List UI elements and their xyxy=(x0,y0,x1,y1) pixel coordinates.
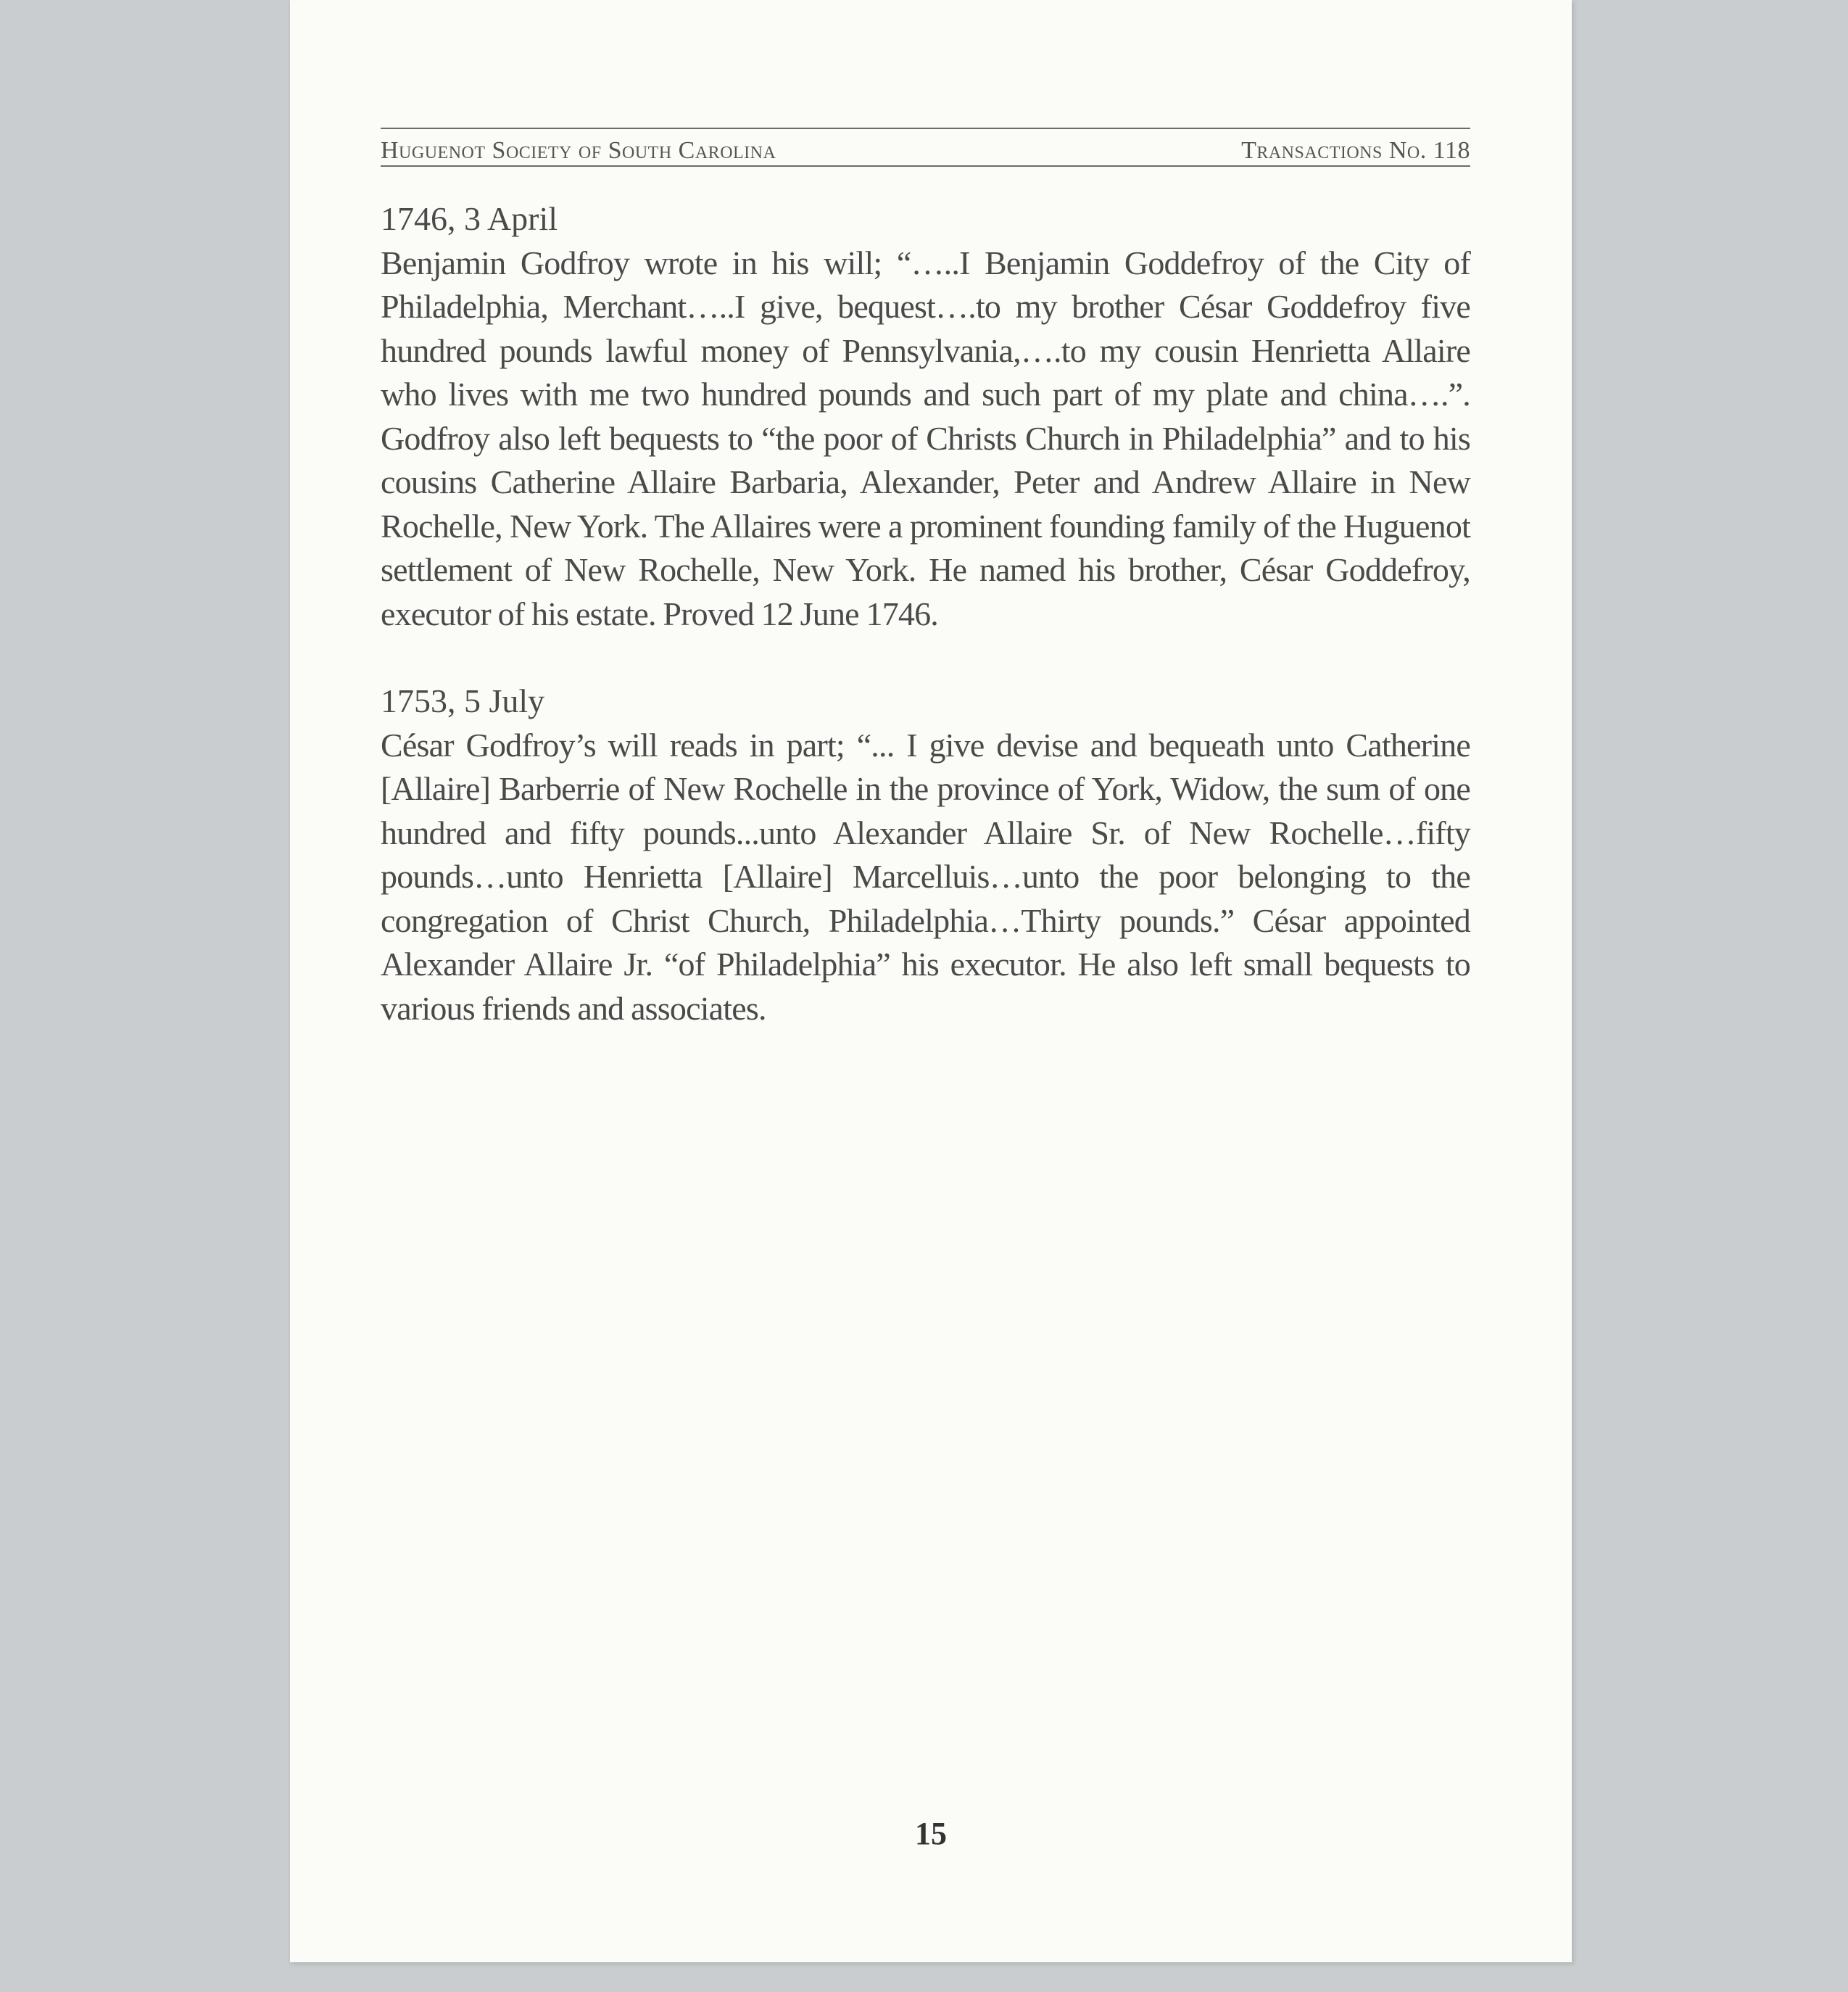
page-number: 15 xyxy=(915,1816,947,1851)
entry-date: 1746, 3 April xyxy=(381,200,558,237)
paragraph-gap xyxy=(381,636,1470,679)
entry-date: 1753, 5 July xyxy=(381,682,545,719)
entry-body: Benjamin Godfroy wrote in his will; “…..I Benjamin Goddefroy of the City of Philadelphia, Merchant…..I give, bequest….to my brother César Goddefroy five hundred pounds lawful money of Pennsylvania,….to my cousin Henrietta Allaire who lives with me two hundred pounds and such part of my plate and china….”. Godfroy also left bequests to “the poor of Christs Church in Philadelphia” and to his cousins Catherine Allaire Barbaria, Alexander, Peter and Andrew Allaire in New Rochelle, New York. The Allaires were a prominent founding family of the Huguenot settlement of New Rochelle, New York. He named his brother, César Goddefroy, executor of his estate. Proved 12 June 1746. xyxy=(381,244,1470,632)
document-page xyxy=(290,0,1572,1962)
entry-body: César Godfroy’s will reads in part; “... I give devise and bequeath unto Catherine [Allaire] Barberrie of New Rochelle in the province of York, Widow, the sum of one hundred and fifty pounds...unto Alexander Allaire Sr. of New Rochelle…fifty pounds…unto Henrietta [Allaire] Marcelluis…unto the poor belonging to the congregation of Christ Church, Philadelphia…Thirty pounds.” César appointed Alexander Allaire Jr. “of Philadelphia” his executor. He also left small bequests to various friends and associates. xyxy=(381,726,1470,1027)
header-transactions-number: Transactions No. 118 xyxy=(1241,137,1470,164)
page-content xyxy=(381,197,1470,1030)
header-society-name: Huguenot Society of South Carolina xyxy=(381,137,776,164)
running-header xyxy=(381,128,1470,167)
